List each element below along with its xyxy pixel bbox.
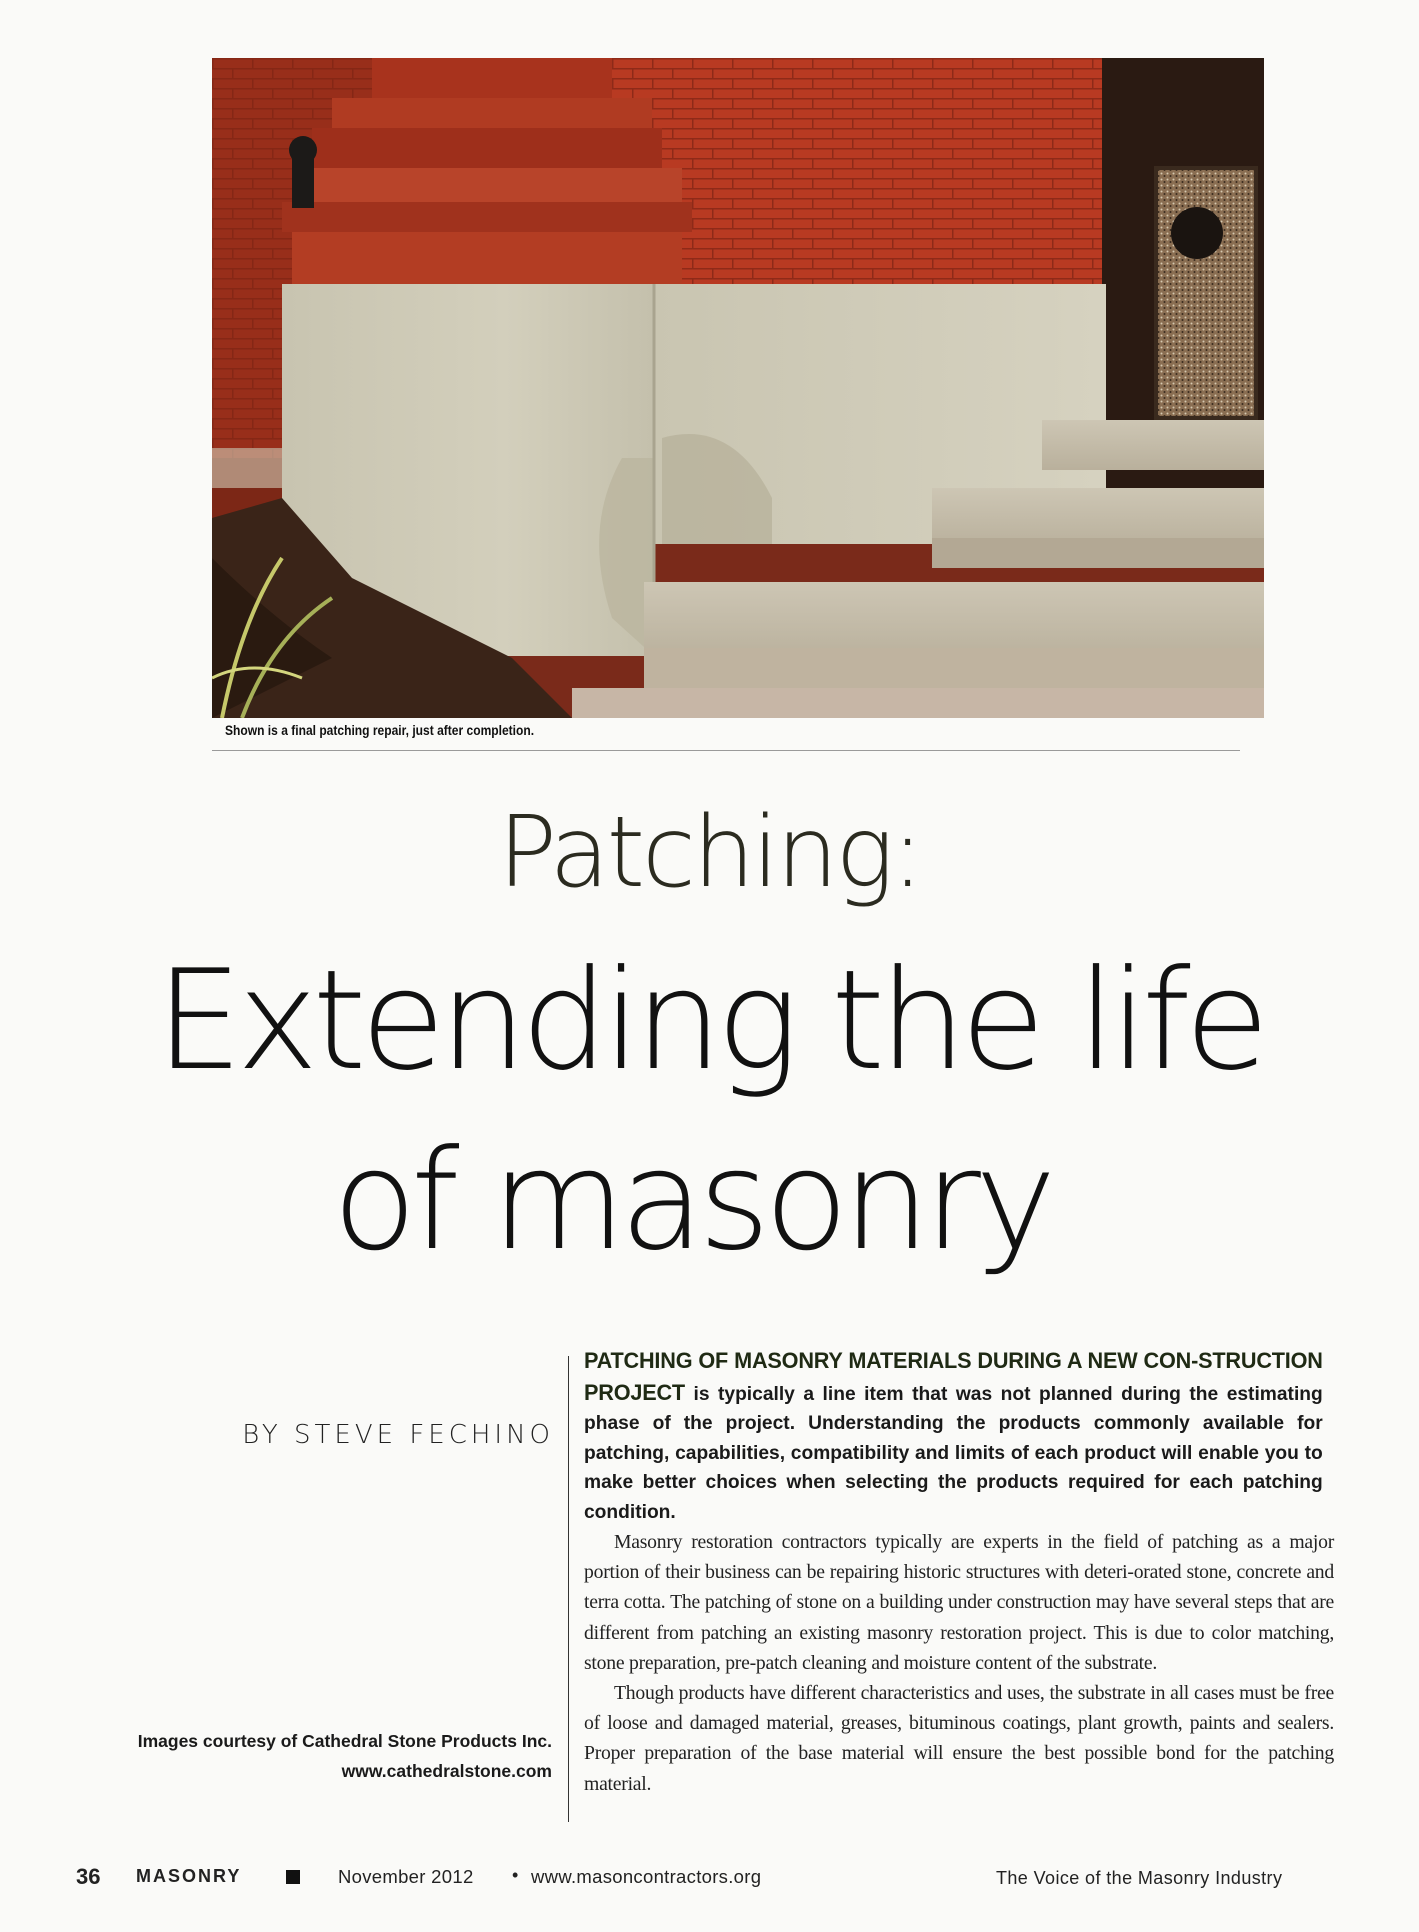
issue-date: November 2012 xyxy=(338,1866,474,1887)
lead-paragraph xyxy=(584,1346,1323,1527)
page-number: 36 xyxy=(76,1864,101,1889)
footer-tagline: The Voice of the Masonry Industry xyxy=(996,1868,1283,1888)
magazine-name: MASONRY xyxy=(136,1866,242,1886)
credits-url[interactable]: www.cathedralstone.com xyxy=(341,1761,552,1781)
column-divider xyxy=(568,1356,569,1822)
page-footer xyxy=(0,1864,1419,1894)
lead-kicker: PATCHING OF MASONRY MATERIALS DURING A NEW CON-STRUCTION PROJECT xyxy=(584,1348,1323,1405)
photo-illustration xyxy=(212,58,1264,718)
lead-text: is typically a line item that was not planned during the estimating phase of the project. Understanding the products commonly available for patching, capabilities, compatibility and limits of each product will enable you to make better choices when selecting the products required for each patching condition. xyxy=(584,1382,1323,1523)
body-paragraph-2: Though products have different characteristics and uses, the substrate in all cases must be free of loose and damaged material, greases, bituminous coatings, plant growth, paints and sealers. Proper preparation of the base material will ensure the best possible bond for the patching material. xyxy=(584,1682,1334,1795)
caption-divider xyxy=(212,750,1240,751)
title-line-1: Patching: xyxy=(497,796,922,910)
hero-photo xyxy=(212,58,1264,718)
body-paragraph-1: Masonry restoration contractors typically are experts in the field of patching as a major portion of their business can be repairing historic structures with deteri-orated stone, concrete and terra cotta. The patching of stone on a building under construction may have several steps that are different from patching an existing masonry restoration project. This is due to color matching, stone preparation, pre-patch cleaning and moisture content of the substrate. xyxy=(584,1531,1334,1674)
credits-line-1: Images courtesy of Cathedral Stone Products Inc. xyxy=(137,1731,552,1751)
title-line-3: of masonry xyxy=(332,1120,1051,1281)
square-bullet-icon xyxy=(286,1870,300,1884)
photo-caption: Shown is a final patching repair, just after completion. xyxy=(225,722,535,738)
bullet-separator: • xyxy=(512,1865,519,1885)
article-body xyxy=(584,1346,1334,1799)
image-credits xyxy=(40,1726,552,1786)
author-byline: BY STEVE FECHINO xyxy=(242,1420,554,1450)
title-line-2: Extending the life xyxy=(155,940,1264,1101)
footer-url[interactable]: www.masoncontractors.org xyxy=(531,1866,762,1887)
